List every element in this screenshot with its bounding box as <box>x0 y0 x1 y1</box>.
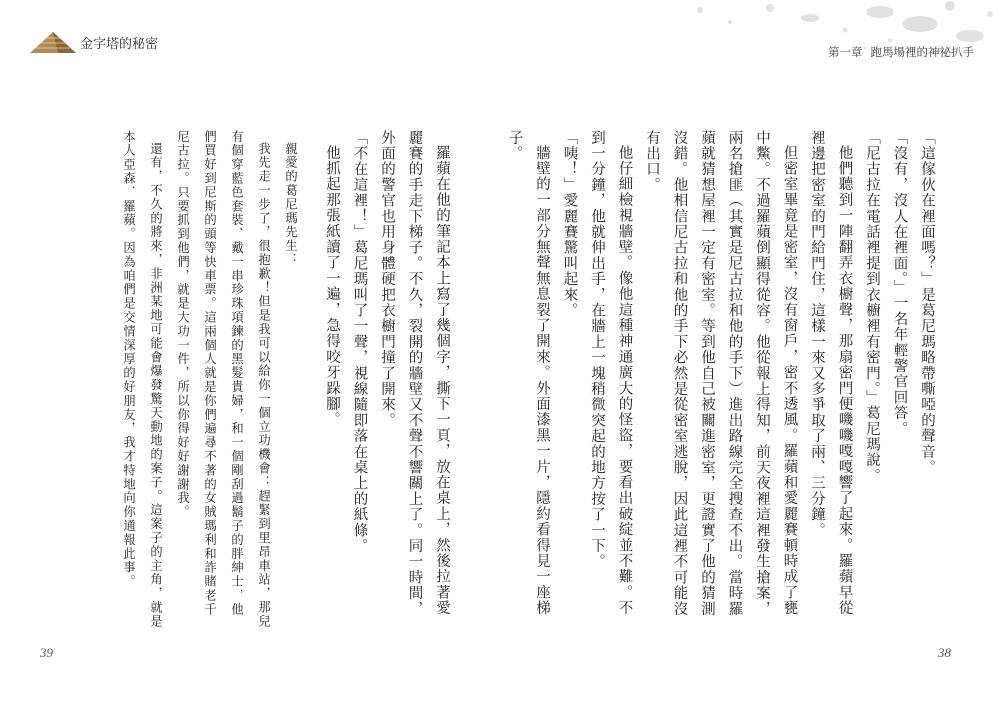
chapter-header <box>820 44 974 60</box>
paragraph: 牆壁的一部分無聲無息裂了開來。外面漆黑一片，隱約看得見一座梯子。 <box>506 130 550 616</box>
page-number-left: 39 <box>40 645 53 660</box>
letter-paragraph: 還有，不久的將來，非洲某地可能會爆發驚天動地的案子。這案子的主角，就是本人亞森．羅蘋。因為咱們是交情深厚的好朋友，我才特地向你通報此事。 <box>121 130 163 629</box>
paragraph: 他抓起那張紙讀了一遍，急得咬牙跺腳。 <box>324 144 340 428</box>
paragraph: 他仔細檢視牆壁。像他這種神通廣大的怪盜，要看出破綻並不難。不到一分鐘，他就伸出手，在牆上一塊稍微突起的地方按了一下。 <box>589 130 633 616</box>
left-page-text <box>0 130 455 630</box>
book-title: 金字塔的秘密 <box>80 37 159 52</box>
paragraph: 羅蘋在他的筆記本上寫了幾個字，撕下一頁，放在桌上，然後拉著愛麗賽的手走下梯子。不久，裂開的牆壁又不聲不響關上了。同一時間，外面的警官也用身體硬把衣櫥門撞了開來。 <box>379 130 450 617</box>
paragraph: 「不在這裡！」葛尼瑪叫了一聲，視線隨即落在桌上的紙條。 <box>351 130 368 554</box>
paragraph: 「這傢伙在裡面嗎？」是葛尼瑪略帶嘶啞的聲音。 <box>919 130 935 476</box>
paragraph: 他們聽到一陣翻弄衣櫥聲，那扇密門便嘰嘰嘎嘎響了起來。羅蘋早從裡邊把密室的門給門住，這樣一來又多爭取了兩、三分鐘。 <box>809 130 853 616</box>
letter-salutation: 親愛的葛尼瑪先生： <box>283 142 298 268</box>
letter-block <box>115 130 304 630</box>
paragraph: 「咦！」愛麗賽驚叫起來。 <box>561 130 578 319</box>
letter-paragraph: 我先走一步了，很抱歉！但是我可以給你一個立功機會：趕緊到里昂車站，那兒有個穿藍色套裝、戴一串珍珠項鍊的黑髮貴婦，和一個剛刮過鬍子的胖紳士，他們買好到尼斯的頭等快車票。這兩個人就是你們遍尋不著的女賊瑪利和詐賭老千尼古拉。只要抓到他們，就是大功一件，所以你得好好謝謝我。 <box>175 130 271 629</box>
chapter-title: 跑馬場裡的神祕扒手 <box>870 45 974 59</box>
paragraph: 「沒有，沒人在裡面。」一名年輕警官回答。 <box>891 130 908 437</box>
pyramid-icon <box>30 30 76 54</box>
chapter-label: 第一章 <box>828 45 863 59</box>
paragraph: 但密室畢竟是密室，沒有窗戶，密不透風。羅蘋和愛麗賽頓時成了甕中鱉。不過羅蘋倒顯得從容。他從報上得知，前天夜裡這裡發生搶案，兩名搶匪（其實是尼古拉和他的手下）進出路線完全搜查不出。當時羅蘋就猜想屋裡一定有密室。等到他自己被關進密室，更證實了他的猜測沒錯。他相信尼古拉和他的手下必然是從密室逃脫，因此這裡不可能沒有出口。 <box>644 130 798 617</box>
page-number-right: 38 <box>938 645 951 660</box>
paragraph: 「尼古拉在電話裡提到衣櫥裡有密門。」葛尼瑪說。 <box>864 130 880 484</box>
